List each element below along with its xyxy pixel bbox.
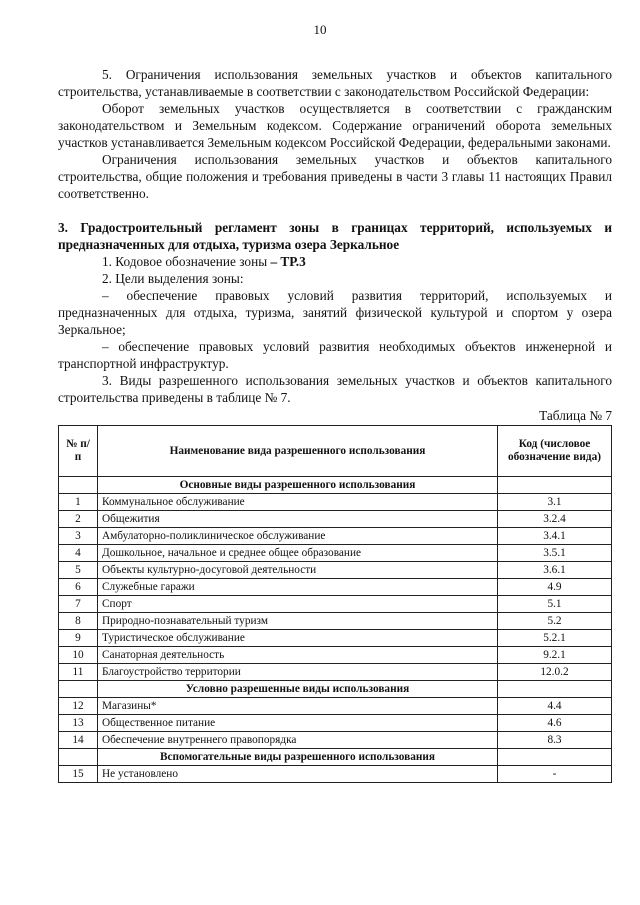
goals-label: 2. Цели выделения зоны:: [102, 271, 244, 286]
header-name: Наименование вида разрешенного использования: [98, 426, 498, 477]
table-row: [59, 579, 612, 596]
row-number: 7: [59, 596, 98, 613]
row-name: Санаторная деятельность: [98, 647, 498, 664]
table-row: [59, 647, 612, 664]
goal-item: – обеспечение правовых условий развития территорий, используемых и предназначенных для отдыха, туризма, занятий физической культурой и спортом у озера Зеркальное;: [58, 288, 612, 337]
table-row: [59, 613, 612, 630]
row-number: 15: [59, 766, 98, 783]
row-name: Дошкольное, начальное и среднее общее образование: [98, 545, 498, 562]
row-number: 6: [59, 579, 98, 596]
row-name: Общежития: [98, 511, 498, 528]
row-name: Амбулаторно-поликлиническое обслуживание: [98, 528, 498, 545]
row-name: Благоустройство территории: [98, 664, 498, 681]
table-row: [59, 545, 612, 562]
row-code: 3.2.4: [498, 511, 612, 528]
row-number: 5: [59, 562, 98, 579]
row-code: 3.6.1: [498, 562, 612, 579]
table-row: [59, 630, 612, 647]
row-number: 4: [59, 545, 98, 562]
row-name: Служебные гаражи: [98, 579, 498, 596]
land-use-table: [58, 425, 612, 783]
section-heading: 3. Градостроительный регламент зоны в границах территорий, используемых и предназначенных для отдыха, туризма озера Зеркальное: [58, 220, 612, 252]
table-row: [59, 766, 612, 783]
row-number: 11: [59, 664, 98, 681]
table-row: [59, 715, 612, 732]
table-row: [59, 562, 612, 579]
table-row: [59, 494, 612, 511]
group-row-conditional: [59, 681, 612, 698]
paragraph-restrictions: 5. Ограничения использования земельных участков и объектов капитального строительства, устанавливаемые в соответствии с законодательством Российской Федерации:: [58, 67, 612, 99]
zone-code-label: 1. Кодовое обозначение зоны: [102, 254, 271, 269]
row-name: Природно-познавательный туризм: [98, 613, 498, 630]
row-code: 4.6: [498, 715, 612, 732]
row-number: 14: [59, 732, 98, 749]
table-row: [59, 528, 612, 545]
row-code: 4.4: [498, 698, 612, 715]
row-name: Спорт: [98, 596, 498, 613]
row-code: 3.4.1: [498, 528, 612, 545]
paragraph-turnover: Оборот земельных участков осуществляется в соответствии с гражданским законодательством и Земельным кодексом. Содержание ограничений оборота земельных участков устанавливается Земельным кодексом Российской Федерации, федеральными законами.: [58, 101, 612, 150]
table-header-row: [59, 426, 612, 477]
row-number: 1: [59, 494, 98, 511]
row-number: 10: [59, 647, 98, 664]
document-body: [58, 66, 612, 783]
header-number: № п/п: [59, 426, 98, 477]
group-main-label: Основные виды разрешенного использования: [98, 477, 498, 494]
row-number: 12: [59, 698, 98, 715]
group-row-main: [59, 477, 612, 494]
row-number: 3: [59, 528, 98, 545]
row-code: -: [498, 766, 612, 783]
row-number: 9: [59, 630, 98, 647]
table-row: [59, 596, 612, 613]
row-number: 13: [59, 715, 98, 732]
row-code: 5.2: [498, 613, 612, 630]
table-row: [59, 698, 612, 715]
row-number: 8: [59, 613, 98, 630]
table-caption: Таблица № 7: [539, 408, 612, 423]
table-row: [59, 732, 612, 749]
row-number: 2: [59, 511, 98, 528]
row-code: 3.1: [498, 494, 612, 511]
row-code: 12.0.2: [498, 664, 612, 681]
row-name: Обеспечение внутреннего правопорядка: [98, 732, 498, 749]
group-auxiliary-label: Вспомогательные виды разрешенного использования: [98, 749, 498, 766]
row-code: 5.1: [498, 596, 612, 613]
row-name: Объекты культурно-досуговой деятельности: [98, 562, 498, 579]
row-name: Не установлено: [98, 766, 498, 783]
row-code: 5.2.1: [498, 630, 612, 647]
page-number: 10: [313, 22, 327, 37]
paragraph-restrictions-reference: Ограничения использования земельных участков и объектов капитального строительства, общие положения и требования приведены в части 3 главы 11 настоящих Правил соответственно.: [58, 152, 612, 201]
row-code: 8.3: [498, 732, 612, 749]
row-name: Коммунальное обслуживание: [98, 494, 498, 511]
row-name: Туристическое обслуживание: [98, 630, 498, 647]
row-code: 3.5.1: [498, 545, 612, 562]
table-row: [59, 511, 612, 528]
group-row-auxiliary: [59, 749, 612, 766]
zone-code-value: – ТР.3: [270, 254, 306, 269]
row-name: Магазины*: [98, 698, 498, 715]
row-code: 9.2.1: [498, 647, 612, 664]
row-code: 4.9: [498, 579, 612, 596]
zone-code-line: [58, 253, 612, 270]
goal-item: – обеспечение правовых условий развития необходимых объектов инженерной и транспортной инфраструктур.: [58, 339, 612, 371]
group-conditional-label: Условно разрешенные виды использования: [98, 681, 498, 698]
row-name: Общественное питание: [98, 715, 498, 732]
paragraph-types: 3. Виды разрешенного использования земельных участков и объектов капитального строительства приведены в таблице № 7.: [58, 373, 612, 405]
header-code: Код (числовое обозначение вида): [498, 426, 612, 477]
table-row: [59, 664, 612, 681]
